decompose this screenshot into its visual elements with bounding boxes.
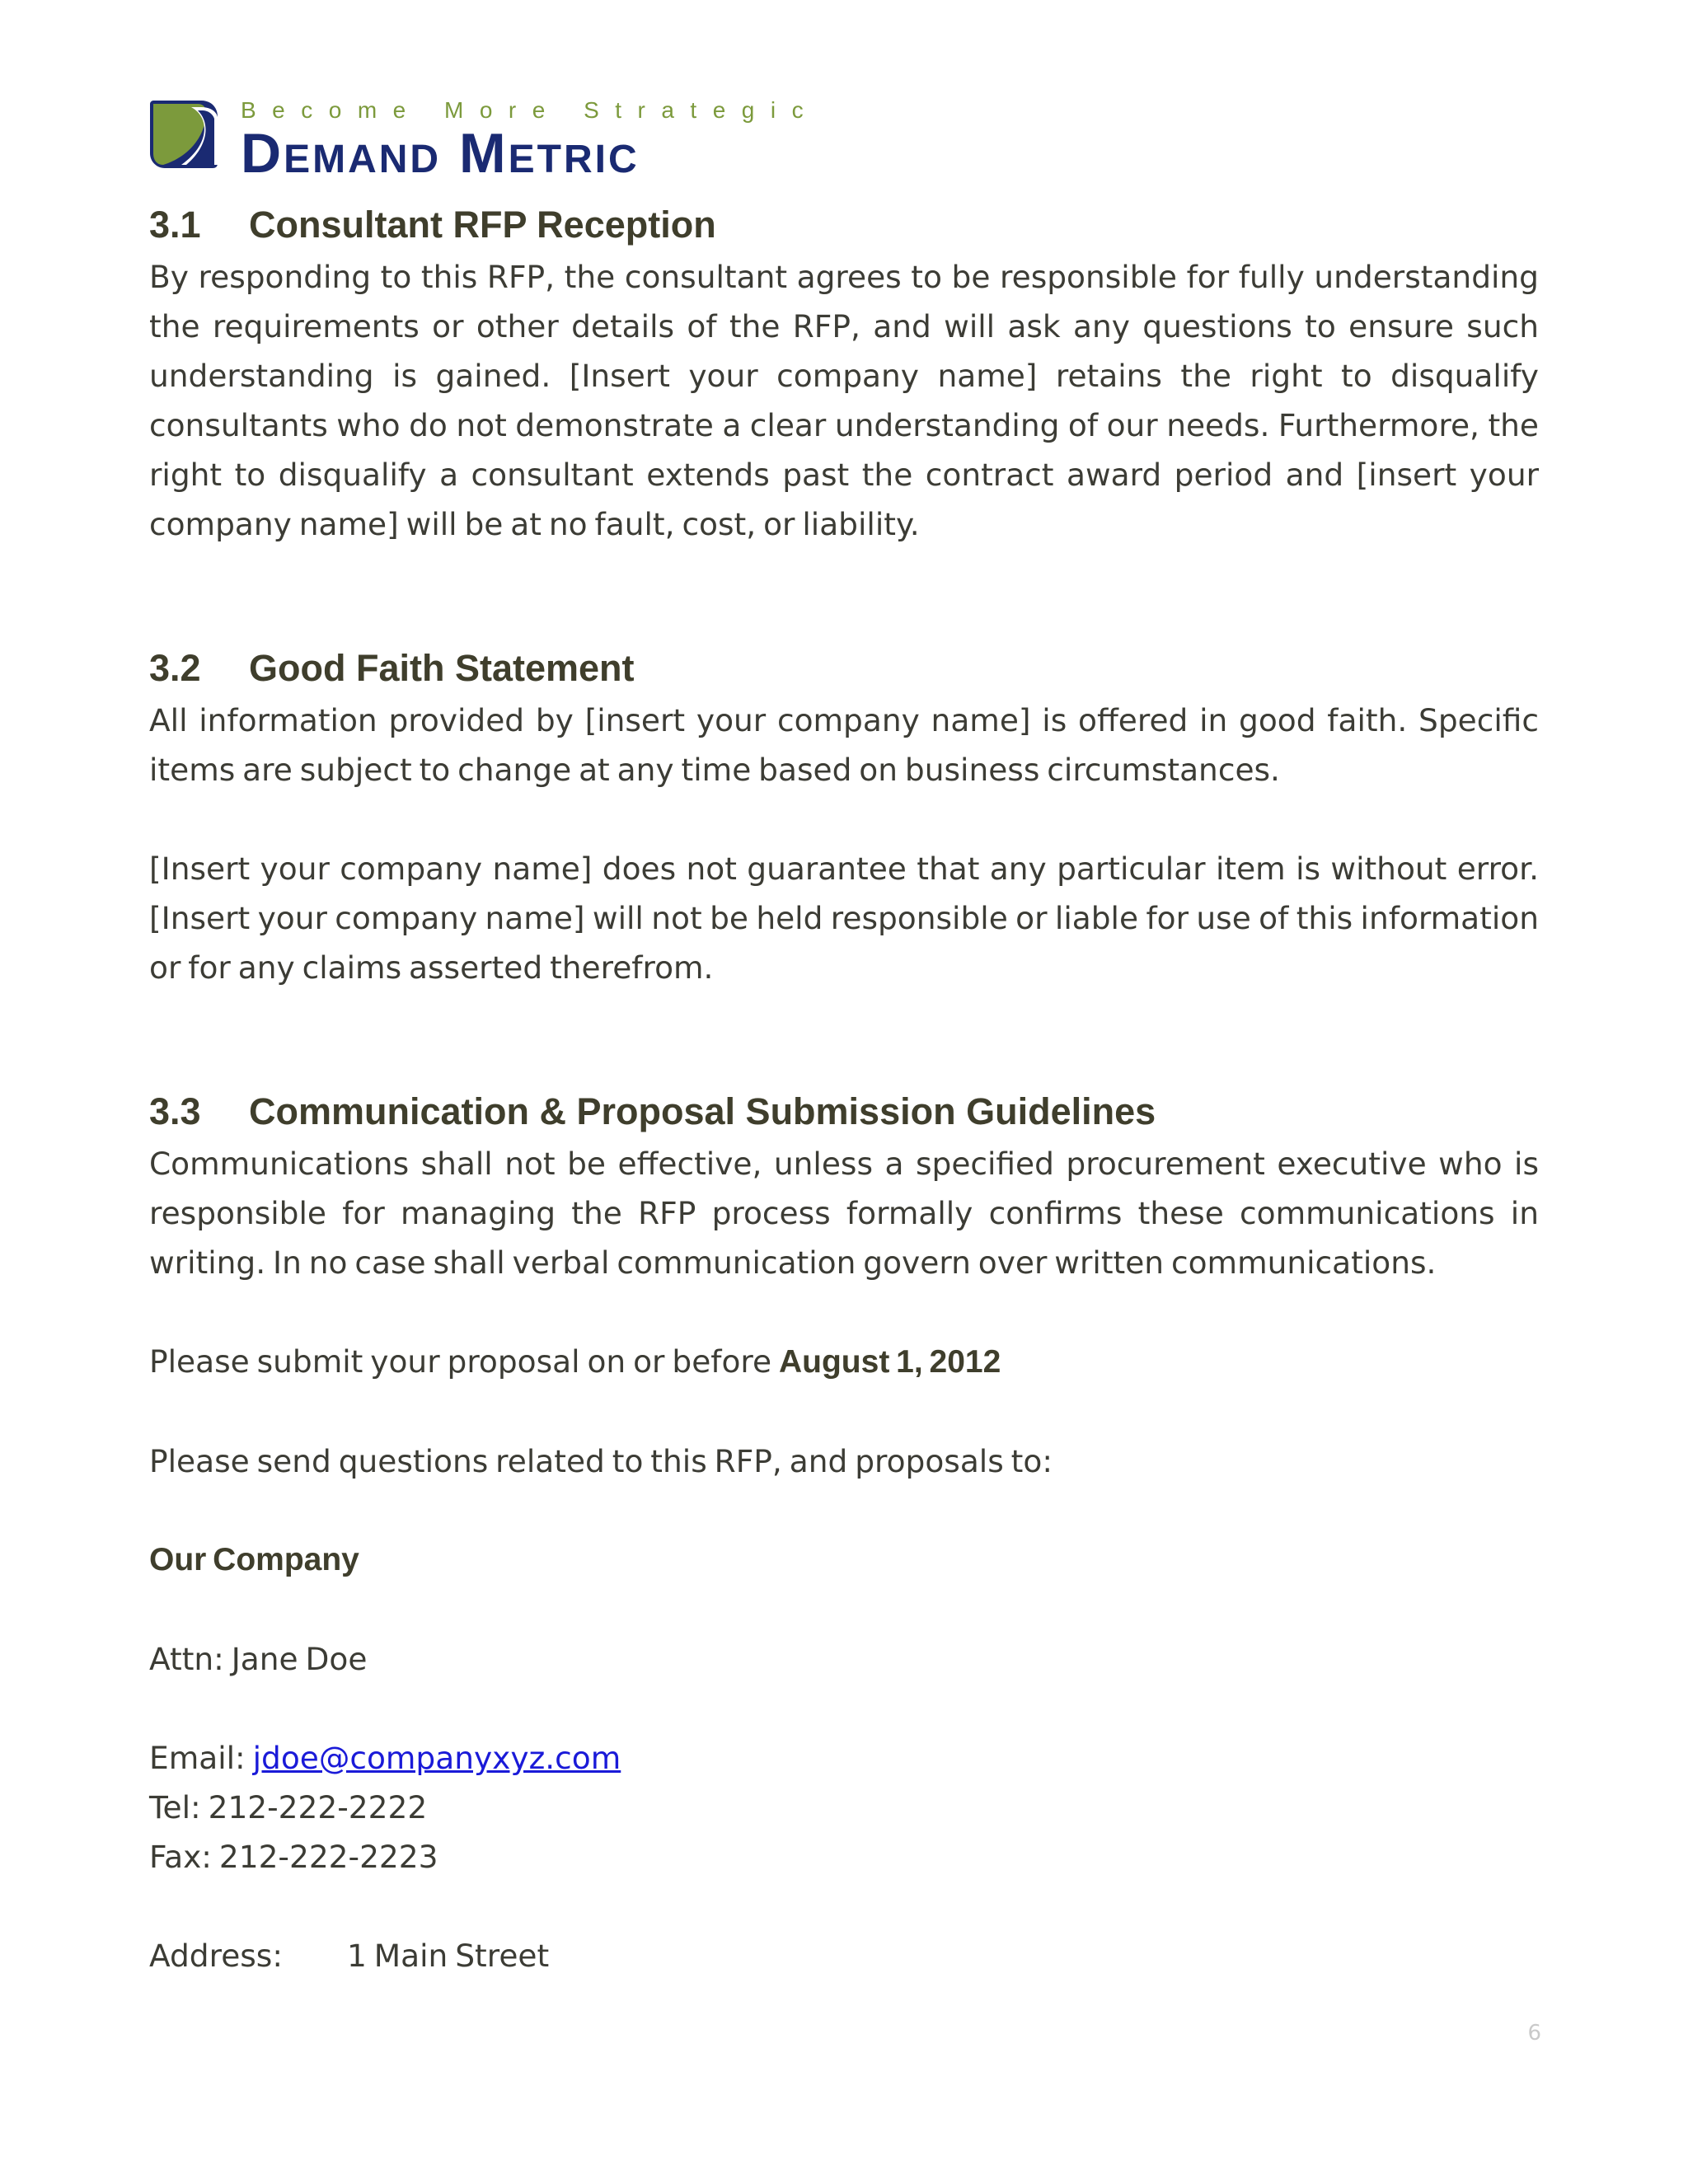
- section-heading-3-2: [149, 641, 1539, 696]
- document-body: [149, 198, 1539, 1980]
- demand-metric-logo-icon: [148, 99, 219, 170]
- paragraph: All information provided by [insert your company name] is offered in good faith. Specific items are subject to change at any time based on business circumstances.: [149, 702, 1539, 788]
- contact-tel: Tel: 212-222-2222: [149, 1789, 428, 1825]
- email-link[interactable]: jdoe@companyxyz.com: [252, 1740, 621, 1776]
- section-title: Consultant RFP Reception: [249, 204, 716, 246]
- section-title: Communication & Proposal Submission Guidelines: [249, 1090, 1156, 1132]
- paragraph: Communications shall not be effective, unless a specified procurement executive who is responsible for managing the RFP process formally confirms these communications in writing. In no case shall verbal communication govern over written communications.: [149, 1146, 1539, 1281]
- company-logo: [148, 97, 820, 185]
- address-label: Address:: [149, 1938, 283, 1974]
- brand-tagline: Become More Strategic: [241, 97, 820, 123]
- section-number: 3.1: [149, 204, 201, 246]
- submission-deadline: August 1, 2012: [779, 1344, 1001, 1380]
- email-label: Email:: [149, 1740, 253, 1776]
- submission-deadline-line: [149, 1337, 1539, 1387]
- contact-company: Our Company: [149, 1542, 359, 1577]
- paragraph: [Insert your company name] does not guarantee that any particular item is without error. [Insert your company name] will not be held responsible or liable for use of this information or for any claims asserted therefrom.: [149, 851, 1539, 986]
- contact-attn: Attn: Jane Doe: [149, 1641, 368, 1677]
- section-heading-3-3: [149, 1085, 1539, 1139]
- address-value: 1 Main Street: [347, 1938, 550, 1974]
- section-heading-3-1: [149, 198, 1539, 252]
- brand-name: Demand Metric: [241, 122, 640, 185]
- section-number: 3.2: [149, 647, 201, 689]
- contact-email-line: [149, 1733, 1539, 1783]
- submission-prefix: Please submit your proposal on or before: [149, 1343, 779, 1380]
- section-number: 3.3: [149, 1090, 201, 1132]
- contact-address-line: [149, 1931, 1539, 1980]
- contact-fax: Fax: 212-222-2223: [149, 1839, 438, 1875]
- page-number: 6: [1527, 2021, 1541, 2046]
- section-title: Good Faith Statement: [249, 647, 635, 689]
- paragraph: By responding to this RFP, the consultant agrees to be responsible for fully understanding the requirements or other details of the RFP, and will ask any questions to ensure such understanding is gained. [Insert your company name] retains the right to disqualify consultants who do not demonstrate a clear understanding of our needs. Furthermore, the right to disqualify a consultant extends past the contract award period and [insert your company name] will be at no fault, cost, or liability.: [149, 259, 1539, 542]
- send-to-line: Please send questions related to this RFP, and proposals to:: [149, 1443, 1053, 1479]
